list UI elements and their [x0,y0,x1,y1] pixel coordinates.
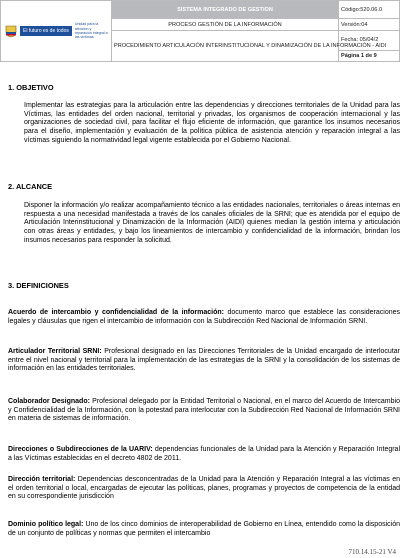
definition-text: dependencias funcionales de la Unidad para la Atención y Reparación Integral a las Víctimas establecidas en el decreto 4802 de 2011. [8,446,400,462]
process-name: PROCESO GESTIÓN DE LA INFORMACIÓN [112,19,339,31]
section-alcance-title: 2. ALCANCE [8,182,53,191]
section-definiciones-title: 3. DEFINICIONES [8,281,69,290]
section-objetivo-title: 1. OBJETIVO [8,83,54,92]
definition-text: Uno de los cinco dominios de interoperabilidad de Gobierno en Línea, entendido como la disposición de un conjunto de políticas y normas que permiten el intercambio [8,521,400,537]
page-number: Página 1 de 9 [339,50,400,62]
definition-item [8,398,400,424]
definition-item [8,309,400,326]
procedure-name: PROCEDIMIENTO ARTICULACIÓN INTERINSTITUCIONAL Y DINAMIZACIÓN DE LA INFORMACIÓN - AIDI [112,31,339,62]
definition-term: Acuerdo de intercambio y confidencialidad de la información: [8,309,224,316]
document-header [0,0,400,62]
definition-text: Profesional designado en las Direcciones Territoriales de la Unidad encargado de interlocutar entre el nivel nacional y territorial para la implementación de las estrategias de la SRNI y la consolidación de los sistemas de información en las entidades territoriales. [8,348,400,373]
definition-term: Dirección territorial: [8,476,76,483]
definition-item [8,476,400,502]
coat-of-arms-icon [5,24,17,38]
logo-area [1,1,112,62]
definition-item [8,521,400,538]
doc-code: Código:520.06.0 [339,1,400,19]
footer-code: 710.14.15-21 V4 [348,548,396,556]
definition-text: documento marco que establece las consideraciones legales y cláusulas que rigen el intercambio de información con la Subdirección Red Nacional de Información SRNI. [8,309,400,325]
definition-term: Colaborador Designado: [8,398,90,405]
logo-unit: Unidad para la atención y reparación integral a las víctimas [74,22,108,40]
definition-term: Dominio político legal: [8,521,84,528]
definition-term: Direcciones o Subdirecciones de la UARIV: [8,446,153,453]
doc-date: Fecha: 05/04/2 [339,31,400,51]
system-title: SISTEMA INTEGRADO DE GESTION [112,1,339,19]
definition-item [8,446,400,463]
definition-text: Dependencias desconcentradas de la Unidad para la Atención y Reparación Integral a las víctimas en el orden territorial o local, encargadas de ejecutar las políticas, planes, programas y proyectos de competencia de la entidad en su correspondiente jurisdicción [8,476,400,501]
definition-item [8,348,400,374]
section-objetivo-text: Implementar las estrategias para la articulación entre las dependencias y direcciones territoriales de la Unidad para las Víctimas, las entidades del orden nacional, territorial y privadas, los organismos de cooperación internacional y las organizaciones de sociedad civil, para facilitar el flujo eficiente de información, que garantice los insumos necesarios para el diseño, implementación y evaluación de la política pública de asistencia atención y reparación integral a las víctimas siguiendo la normatividad legal vigente establecida por el Gobierno Nacional. [24,102,400,144]
section-alcance-text: Disponer la información y/o realizar acompañamiento técnico a las entidades nacionales, territoriales o áreas internas en respuesta a una necesidad manifestada a través de los canales oficiales de la SRNI; que es atendida por el equipo de Articulación Interinstitucional y Dinamización de la Información (AIDI) quienes median la gestión interna y articulación con otras áreas y entidades, y bajo los lineamientos de intercambio y confidencialidad de la información, brindan los insumos necesarios para responder la solicitud. [24,202,400,244]
logo-slogan: El futuro es de todos [20,26,72,36]
definition-text: Profesional delegado por la Entidad Territorial o Nacional, en el marco del Acuerdo de Intercambio y Confidencialidad de la Información, con la potestad para interlocutar con la Subdirección Red Nacional de Información SRNI en materia de sistemas de información. [8,398,400,423]
doc-version: Versión:04 [339,19,400,31]
definition-term: Articulador Territorial SRNI: [8,348,102,355]
